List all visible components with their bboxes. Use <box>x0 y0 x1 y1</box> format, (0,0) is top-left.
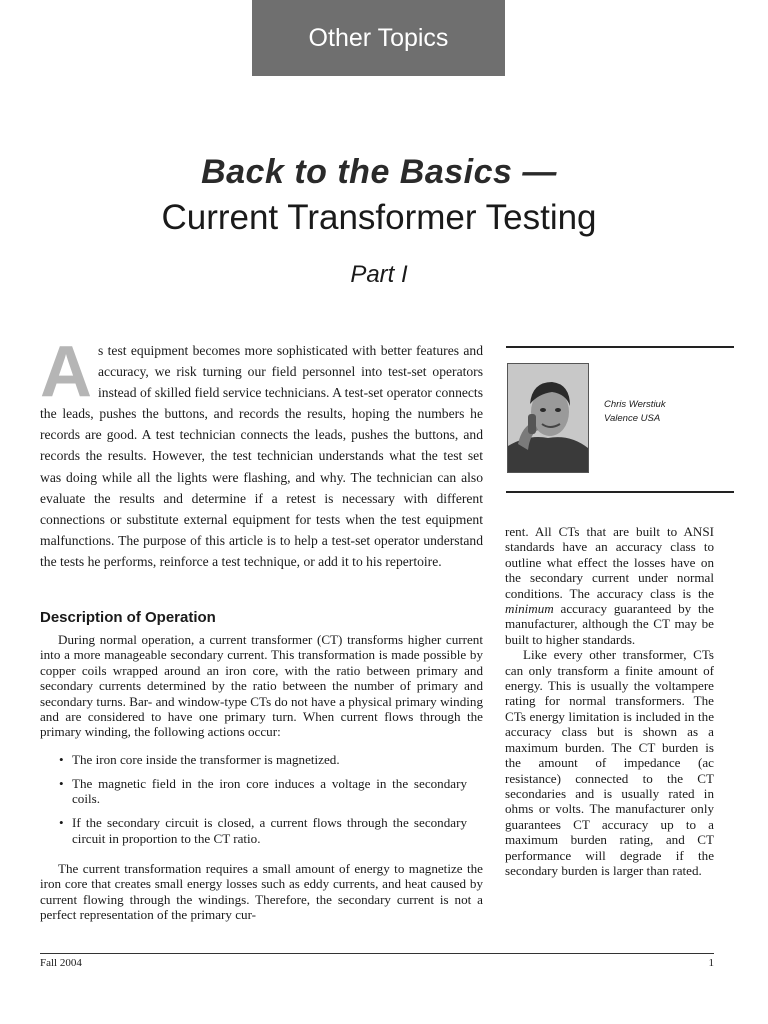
title-line-2: Current Transformer Testing <box>161 198 597 237</box>
sidebar-top-rule <box>506 346 734 348</box>
author-credit <box>604 398 666 426</box>
description-paragraph-2: The current transformation requires a small amount of energy to magnetize the iron core that creates small energy losses such as eddy currents, and heat caused by current flowing through the windings. Therefore, the secondary current is not a perfect representation of the primary cur- <box>40 860 483 923</box>
drop-cap: A <box>40 332 92 412</box>
sidebar-bottom-rule <box>506 491 734 493</box>
emphasis-minimum: minimum <box>505 601 554 617</box>
title-part: Part I <box>350 261 408 288</box>
list-item: • The magnetic field in the iron core induces a voltage in the secondary coils. <box>59 775 467 807</box>
author-portrait-icon <box>508 364 588 472</box>
description-section <box>40 608 483 922</box>
bullet-icon: • <box>59 815 64 831</box>
section-tab <box>252 0 505 76</box>
bullet-icon: • <box>59 751 64 767</box>
author-name: Chris Werstiuk <box>604 399 666 410</box>
article-title <box>0 150 758 290</box>
page-number: 1 <box>708 957 714 969</box>
section-heading: Description of Operation <box>40 609 216 626</box>
bullet-list <box>40 752 483 847</box>
right-column-text <box>505 524 714 878</box>
list-item: • If the secondary circuit is closed, a current flows through the secondary circuit in proportion to the CT ratio. <box>59 815 467 847</box>
intro-text: s test equipment becomes more sophisticated with better features and accuracy, we risk turning our field personnel into test-set operators instead of skilled field service technicians. A test-set operator connects the leads, pushes the buttons, and records the results, hoping the numbers he records are good. A test technician connects the leads, pushes the buttons, and records the results. However, the test technician understands what the test set was doing while all the lights were flashing, and why. The technician can also evaluate the results and determine if a retest is necessary with different connections or substitute external equipment for tests when the test equipment malfunctions. The purpose of this article is to help a test-set operator understand the tests he performs, reinforce a test technique, or add it to his repertoire. <box>40 343 483 569</box>
author-photo <box>507 363 589 473</box>
list-item: • The iron core inside the transformer is magnetized. <box>59 751 340 767</box>
section-tab-label: Other Topics <box>308 23 449 52</box>
author-company: Valence USA <box>604 413 661 424</box>
right-paragraph-2: Like every other transformer, CTs can only transform a finite amount of energy. This is usually the voltampere rating for normal transformers. The CTs energy limitation is included in the accuracy class but is shown as a maximum burden. The CT burden is the amount of impedance (ac resistance) connected to the CT secondaries and is usually rated in ohms or volts. The manufacturer only guarantees CT accuracy up to a maximum burden rating, and CT performance will degrade if the secondary burden is larger than rated. <box>505 647 714 878</box>
title-line-1: Back to the Basics — <box>201 153 557 191</box>
description-paragraph-1: During normal operation, a current transformer (CT) transforms higher current into a more manageable secondary current. This transformation is made possible by copper coils wrapped around an iron core, with the ratio between primary and secondary currents determined by the ratio between the number of primary and secondary turns. Bar- and window-type CTs do not have a physical primary winding and are considered to have one primary turn. When current flows through the primary winding, the following actions occur: <box>40 632 483 740</box>
right-paragraph-1: rent. All CTs that are built to ANSI standards have an accuracy class to outline what effect the losses have on the secondary current under normal conditions. The accuracy class is the minimum accuracy guaranteed by the manufacturer, although the CT may be built to higher standards. <box>505 524 714 647</box>
intro-paragraph <box>40 332 483 572</box>
footer-issue: Fall 2004 <box>40 957 82 969</box>
bullet-icon: • <box>59 775 64 791</box>
footer-rule <box>40 953 714 954</box>
